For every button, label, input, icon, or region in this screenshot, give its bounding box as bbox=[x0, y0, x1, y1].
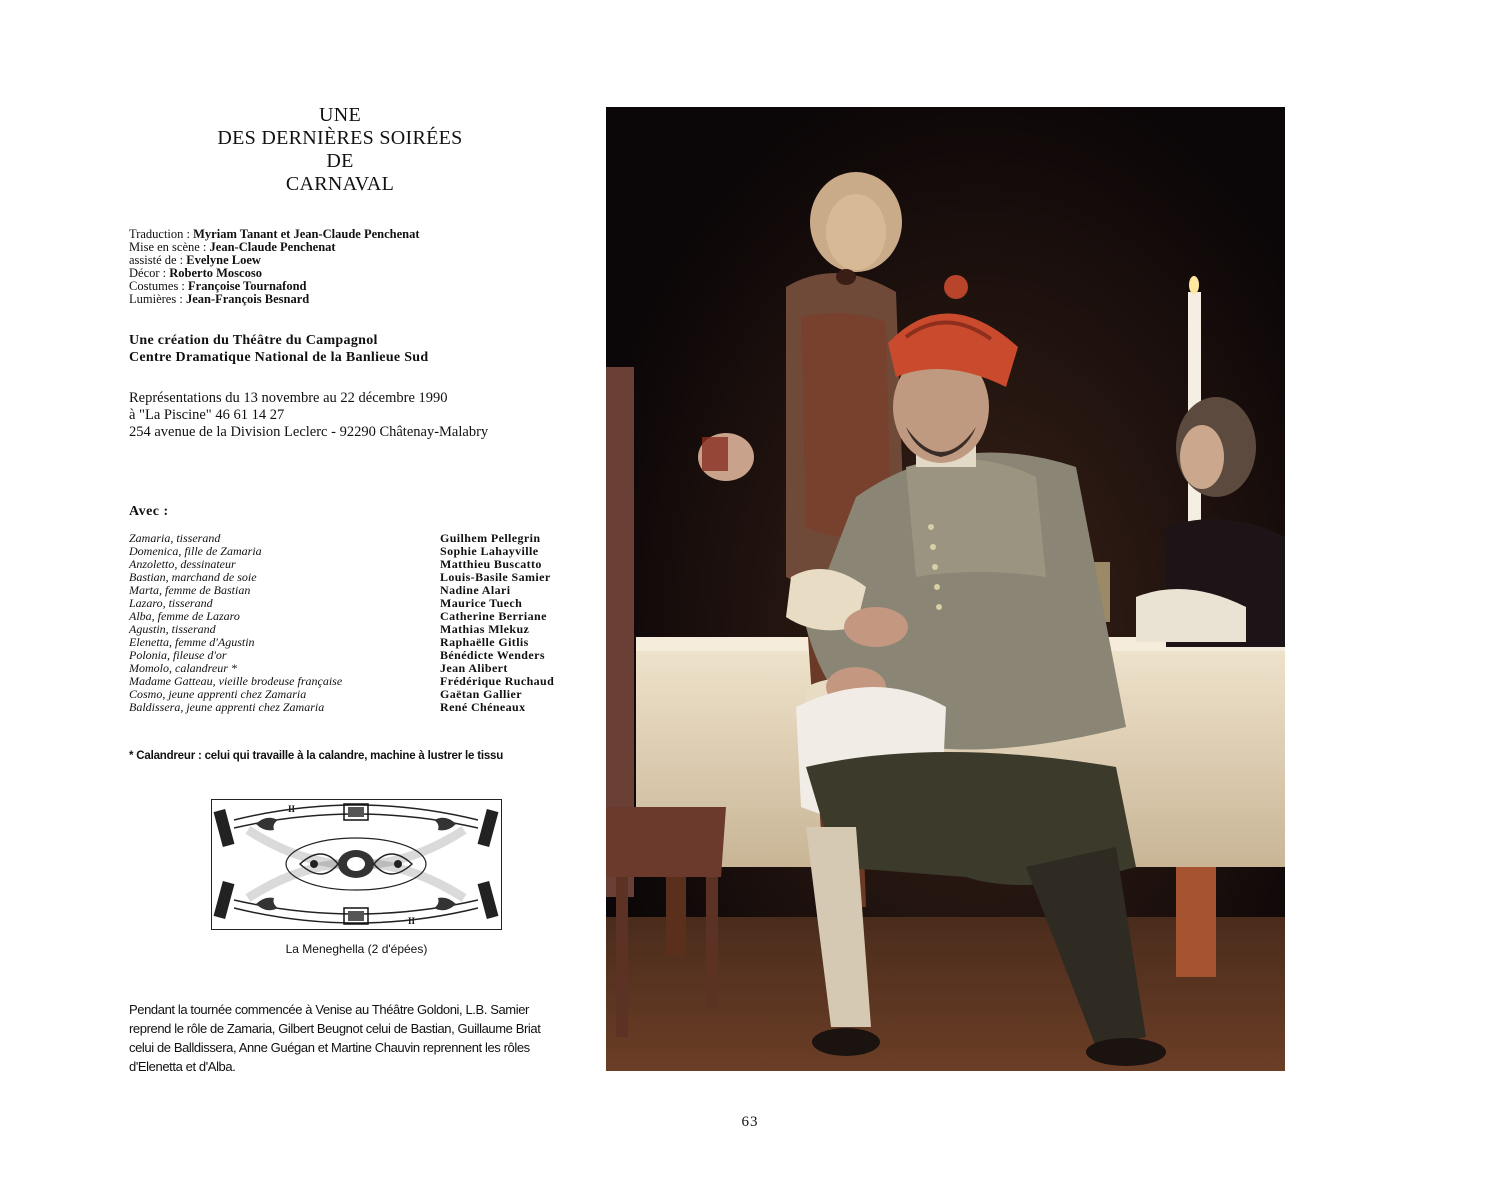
representations-address: 254 avenue de la Division Leclerc - 92290 Châtenay-Malabry bbox=[129, 424, 489, 440]
credit-label: Traduction : bbox=[129, 227, 194, 241]
cast-actor: Bénédicte Wenders bbox=[440, 648, 545, 662]
credit-label: Décor : bbox=[129, 266, 170, 280]
meneghella-card-illustration bbox=[211, 799, 502, 930]
cast-actor: Jean Alibert bbox=[440, 661, 508, 675]
cast-actor: René Chéneaux bbox=[440, 700, 526, 714]
title-line: DES DERNIÈRES SOIRÉES bbox=[217, 127, 463, 149]
cast-actor: Mathias Mlekuz bbox=[440, 622, 530, 636]
creation-line: Une création du Théâtre du Campagnol bbox=[129, 333, 378, 348]
stage-photo-drawing bbox=[606, 107, 1285, 1071]
credit-label: Costumes : bbox=[129, 279, 189, 293]
title-line: CARNAVAL bbox=[285, 173, 395, 195]
ornament-drawing bbox=[212, 800, 500, 928]
creation-block bbox=[129, 333, 428, 366]
creation-line: Centre Dramatique National de la Banlieue Sud bbox=[129, 349, 429, 365]
credit-value: Jean-François Besnard bbox=[185, 292, 310, 306]
calandreur-footnote: * Calandreur : celui qui travaille à la calandre, machine à lustrer le tissu bbox=[129, 750, 504, 762]
cast-role: Lazaro, tisserand bbox=[129, 596, 213, 610]
credit-label: assisté de : bbox=[129, 253, 187, 267]
credits-block bbox=[129, 228, 420, 306]
credit-label: Mise en scène : bbox=[129, 240, 210, 254]
cast-role: Bastian, marchand de soie bbox=[129, 570, 257, 584]
cast-role: Anzoletto, dessinateur bbox=[129, 557, 236, 571]
cast-actor: Frédérique Ruchaud bbox=[440, 674, 555, 688]
cast-row bbox=[129, 701, 589, 714]
tour-note: Pendant la tournée commencée à Venise au Théâtre Goldoni, L.B. Samier reprend le rôle de Zamaria, Gilbert Beugnot celui de Bastian, Guillaume Briat celui de Balldissera, Anne Guégan et Martine Chauvin reprennent les rôles d'Elenetta et d'Alba. bbox=[129, 1002, 541, 1074]
cast-heading: Avec : bbox=[129, 504, 169, 519]
credit-row bbox=[129, 293, 420, 306]
credit-label: Lumières : bbox=[129, 292, 186, 306]
cast-role: Marta, femme de Bastian bbox=[129, 583, 251, 597]
cast-role: Agustin, tisserand bbox=[129, 622, 216, 636]
cast-actor: Gaëtan Gallier bbox=[440, 687, 522, 701]
cast-actor: Raphaëlle Gitlis bbox=[440, 635, 529, 649]
cast-actor: Louis-Basile Samier bbox=[440, 570, 551, 584]
cast-list bbox=[129, 532, 589, 714]
page-number: 63 bbox=[741, 1114, 759, 1130]
cast-role: Zamaria, tisserand bbox=[129, 531, 221, 545]
representations-block bbox=[129, 390, 488, 441]
cast-actor: Catherine Berriane bbox=[440, 609, 547, 623]
stage-photograph bbox=[606, 107, 1285, 1071]
cast-actor: Matthieu Buscatto bbox=[440, 557, 542, 571]
cast-actor: Sophie Lahayville bbox=[440, 544, 539, 558]
representations-venue: à "La Piscine" 46 61 14 27 bbox=[129, 407, 285, 423]
credit-value: Myriam Tanant et Jean-Claude Penchenat bbox=[193, 227, 420, 241]
cast-role: Madame Gatteau, vieille brodeuse française bbox=[129, 674, 343, 688]
cast-role: Domenica, fille de Zamaria bbox=[129, 544, 262, 558]
credit-value: Jean-Claude Penchenat bbox=[209, 240, 336, 254]
cast-role: Alba, femme de Lazaro bbox=[129, 609, 240, 623]
cast-actor: Guilhem Pellegrin bbox=[440, 531, 541, 545]
ornament-caption: La Meneghella (2 d'épées) bbox=[285, 942, 428, 956]
credit-value: Evelyne Loew bbox=[186, 253, 261, 267]
svg-text:II: II bbox=[408, 916, 416, 926]
title-line: UNE bbox=[318, 104, 361, 126]
credit-value: Françoise Tournafond bbox=[188, 279, 307, 293]
cast-role: Cosmo, jeune apprenti chez Zamaria bbox=[129, 687, 307, 701]
cast-role: Elenetta, femme d'Agustin bbox=[129, 635, 255, 649]
cast-role: Momolo, calandreur * bbox=[129, 661, 237, 675]
cast-actor: Maurice Tuech bbox=[440, 596, 523, 610]
representations-dates: Représentations du 13 novembre au 22 décembre 1990 bbox=[129, 390, 448, 406]
svg-text:II: II bbox=[288, 804, 296, 814]
credit-value: Roberto Moscoso bbox=[169, 266, 262, 280]
cast-actor: Nadine Alari bbox=[440, 583, 511, 597]
title-line: DE bbox=[326, 150, 354, 172]
cast-role: Baldissera, jeune apprenti chez Zamaria bbox=[129, 700, 325, 714]
play-title bbox=[160, 104, 520, 196]
cast-role: Polonia, fileuse d'or bbox=[129, 648, 227, 662]
